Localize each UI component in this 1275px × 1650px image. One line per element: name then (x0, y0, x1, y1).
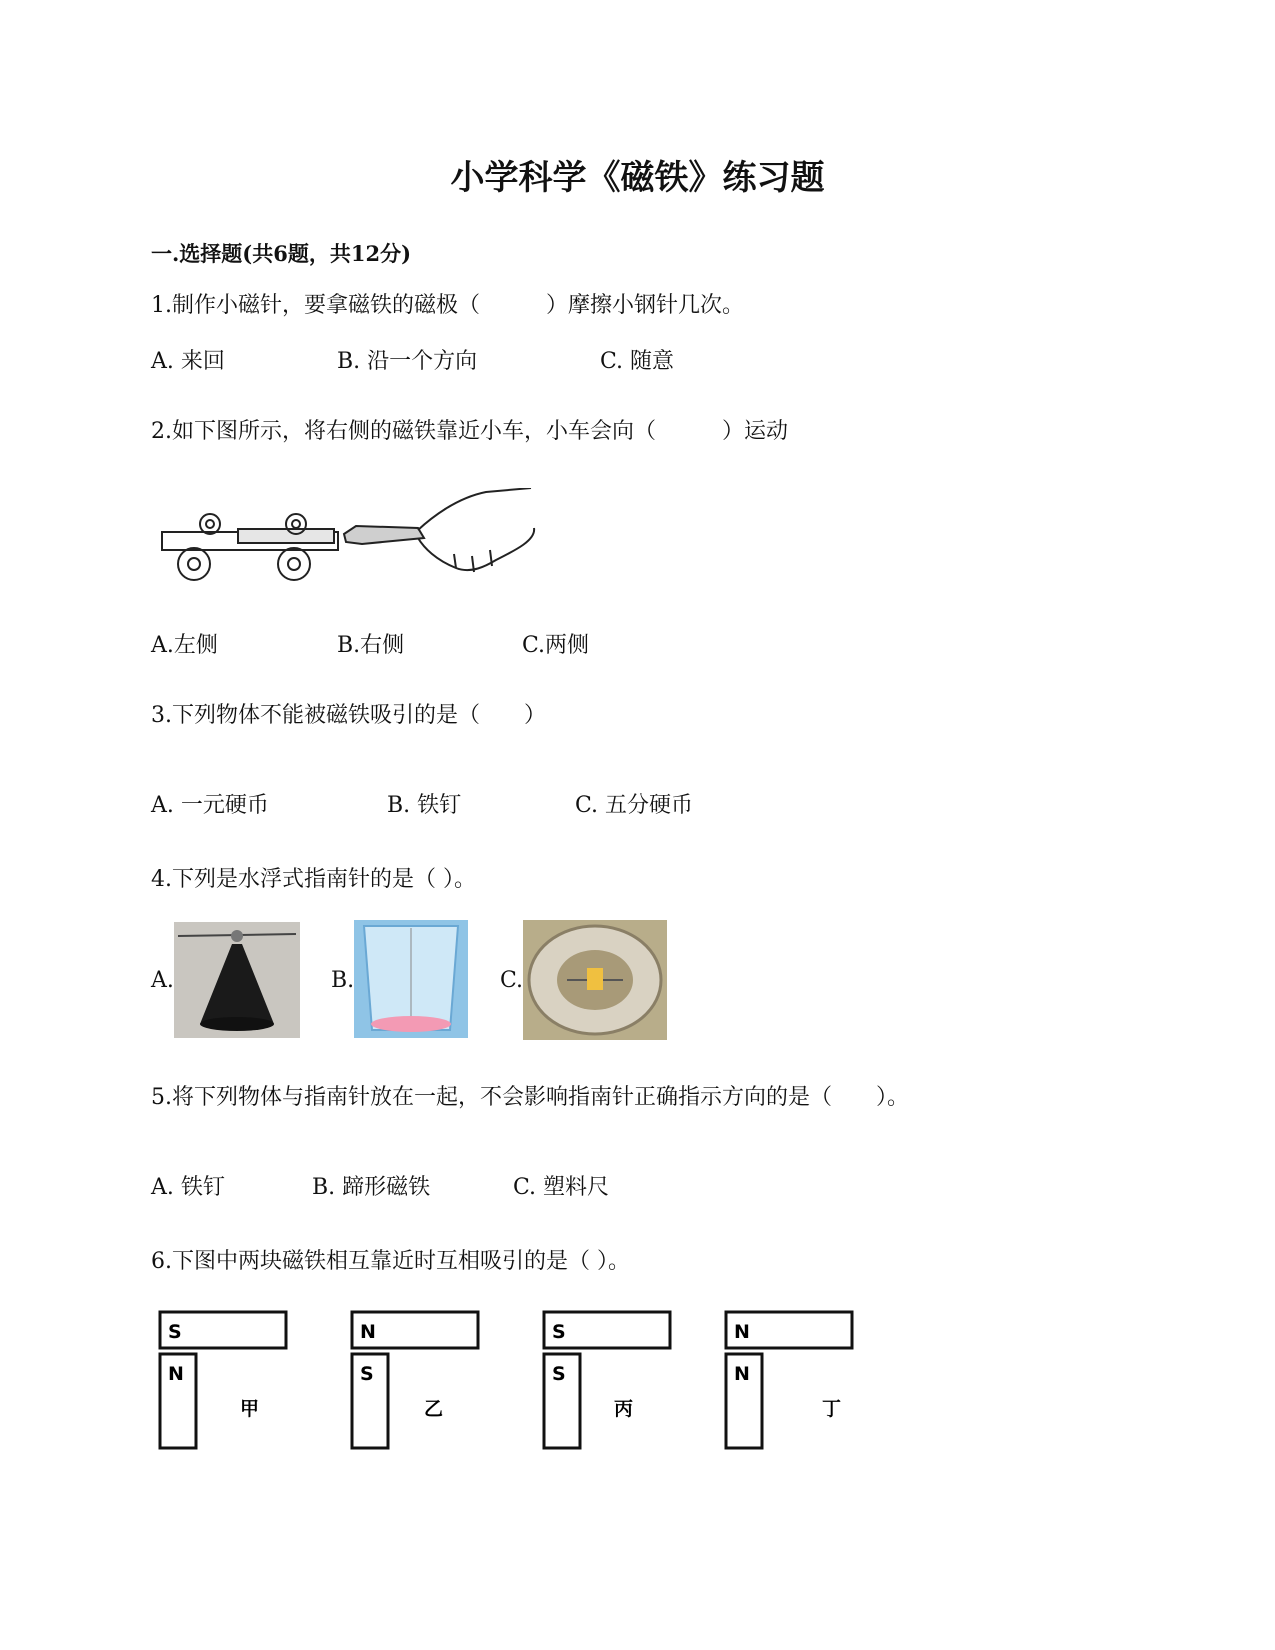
question-3-stem: 3.下列物体不能被磁铁吸引的是（ ） (151, 703, 546, 728)
question-2-stem: 2.如下图所示，将右侧的磁铁靠近小车，小车会向（ ）运动 (151, 419, 788, 444)
hand-holding-magnet-icon (344, 488, 534, 572)
pair-label: 丁 (822, 1398, 842, 1420)
magnet-pair-ding (726, 1312, 852, 1448)
q3-option-c: C. 五分硬币 (575, 793, 694, 818)
question-1-stem: 1.制作小磁针，要拿磁铁的磁极（ ）摩擦小钢针几次。 (151, 293, 744, 318)
magnet-pole-label: N (360, 1321, 376, 1343)
section-heading: 一.选择题(共6题，共12分) (151, 241, 412, 266)
magnet-pairs-diagram (158, 1310, 868, 1460)
pair-label: 乙 (424, 1398, 444, 1420)
magnet-pole-label: S (552, 1363, 566, 1385)
magnet-pole-label: N (168, 1363, 184, 1385)
q2-option-c: C.两侧 (522, 633, 590, 658)
q4-option-b: B. (331, 968, 355, 993)
magnet-pair-bing (544, 1312, 670, 1448)
toy-car-icon (162, 514, 338, 580)
q3-option-a: A. 一元硬币 (151, 793, 269, 818)
q1-option-b: B. 沿一个方向 (337, 349, 478, 374)
magnet-pole-label: S (360, 1363, 374, 1385)
q2-option-b: B.右侧 (337, 633, 405, 658)
question-4-stem: 4.下列是水浮式指南针的是（ ）。 (151, 867, 476, 892)
q1-option-a: A. 来回 (151, 349, 225, 374)
q5-option-b: B. 蹄形磁铁 (312, 1175, 431, 1200)
magnet-pole-label: S (168, 1321, 182, 1343)
page-title: 小学科学《磁铁》练习题 (450, 158, 825, 198)
magnet-pole-label: N (734, 1321, 750, 1343)
pair-label: 甲 (240, 1398, 260, 1420)
water-floating-compass-photo (523, 920, 667, 1040)
cone-compass-photo (174, 922, 300, 1038)
q5-option-a: A. 铁钉 (151, 1175, 225, 1200)
q5-option-c: C. 塑料尺 (513, 1175, 610, 1200)
q2-option-a: A.左侧 (151, 633, 218, 658)
q4-option-a: A. (151, 968, 174, 993)
magnet-pair-yi (352, 1312, 478, 1448)
magnet-pole-label: N (734, 1363, 750, 1385)
q3-option-b: B. 铁钉 (387, 793, 462, 818)
question-6-stem: 6.下图中两块磁铁相互靠近时互相吸引的是（ ）。 (151, 1249, 630, 1274)
magnet-pole-label: S (552, 1321, 566, 1343)
car-and-magnet-illustration (156, 488, 536, 588)
q4-option-c: C. (500, 968, 524, 993)
cup-suspended-compass-photo (354, 920, 468, 1038)
magnet-pair-jia (160, 1312, 286, 1448)
pair-label: 丙 (614, 1398, 634, 1420)
q1-option-c: C. 随意 (600, 349, 675, 374)
question-5-stem: 5.将下列物体与指南针放在一起，不会影响指南针正确指示方向的是（ ）。 (151, 1085, 909, 1110)
